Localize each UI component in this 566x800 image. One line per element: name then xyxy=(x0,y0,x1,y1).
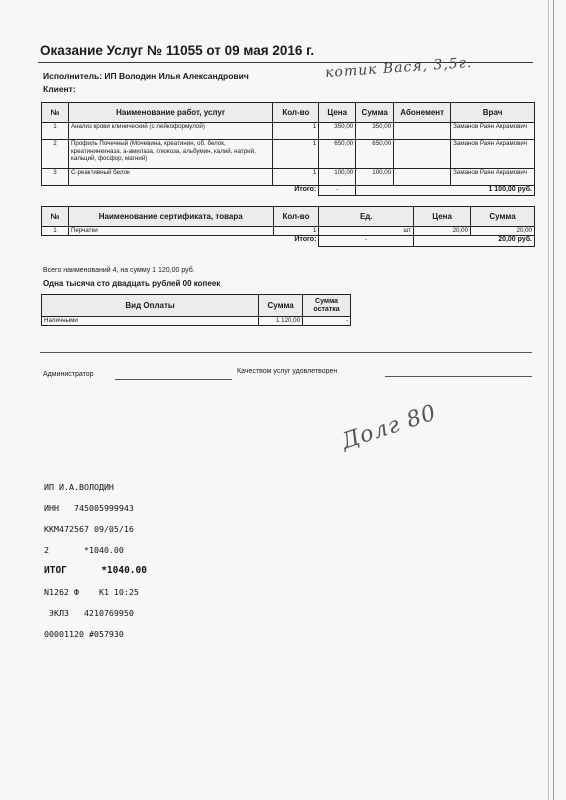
table-row xyxy=(42,317,351,326)
col-header-qty: Кол-во xyxy=(273,207,319,227)
receipt-line: ИНН 745005999943 xyxy=(44,502,134,513)
col-header-price: Цена xyxy=(319,103,356,123)
row-name: С-реактивный белок xyxy=(68,169,272,186)
executor-line: Исполнитель: ИП Володин Илья Александрович xyxy=(43,71,249,81)
receipt-line: 00001120 #057930 xyxy=(44,628,124,639)
col-header-payment-rest: Сумма остатка xyxy=(303,295,351,317)
section-divider xyxy=(40,352,532,353)
row-number: 1 xyxy=(42,123,69,140)
row-qty: 1 xyxy=(273,123,319,140)
goods-table xyxy=(41,206,535,247)
receipt-total-line: ИТОГ *1040.00 xyxy=(44,564,147,576)
table-row xyxy=(42,123,535,140)
receipt-line: ККМ472567 09/05/16 xyxy=(44,523,134,534)
document-title: Оказание Услуг № 11055 от 09 мая 2016 г. xyxy=(40,43,315,58)
col-header-qty: Кол-во xyxy=(273,103,319,123)
row-doctor: Заманов Раян Акрамович xyxy=(451,140,535,169)
total-dash: - xyxy=(319,186,356,196)
total-dash: - xyxy=(319,236,414,247)
row-unit: шт xyxy=(319,227,414,236)
table-row xyxy=(42,169,535,186)
goods-header-row xyxy=(42,207,535,227)
row-sum: 100,00 xyxy=(356,169,394,186)
row-subscription xyxy=(394,169,451,186)
col-header-payment-sum: Сумма xyxy=(259,295,303,317)
row-sum: 350,00 xyxy=(356,123,394,140)
col-header-payment-type: Вид Оплаты xyxy=(42,295,259,317)
row-number: 3 xyxy=(42,169,69,186)
summary-items-line: Всего наименований 4, на сумму 1 120,00 руб. xyxy=(43,267,195,274)
row-number: 2 xyxy=(42,140,69,169)
row-qty: 1 xyxy=(273,140,319,169)
quality-signature-line xyxy=(385,376,532,377)
receipt-line: ЭКЛЗ 4210769950 xyxy=(44,607,134,618)
row-doctor: Заманов Раян Акрамович xyxy=(451,169,535,186)
row-price: 20,00 xyxy=(414,227,471,236)
summary-words-line: Одна тысяча сто двадцать рублей 00 копеек xyxy=(43,279,221,288)
table-row xyxy=(42,140,535,169)
row-doctor: Заманов Раян Акрамович xyxy=(451,123,535,140)
quality-label: Качеством услуг удовлетворен xyxy=(237,368,338,375)
admin-label: Администратор xyxy=(43,371,94,378)
receipt-line: 2 *1040.00 xyxy=(44,544,124,555)
total-label: Итого: xyxy=(42,186,319,196)
handwritten-note: котик Вася, 3,5г. xyxy=(324,54,473,82)
receipt-line: ИП И.А.ВОЛОДИН xyxy=(44,481,114,492)
col-header-name: Наименование работ, услуг xyxy=(68,103,272,123)
total-value: 1 100,00 руб. xyxy=(356,186,535,196)
row-qty: 1 xyxy=(273,169,319,186)
col-header-subscription: Абонемент xyxy=(394,103,451,123)
row-name: Перчатки xyxy=(68,227,273,236)
row-price: 100,00 xyxy=(319,169,356,186)
total-label: Итого: xyxy=(42,236,319,247)
row-sum: 20,00 xyxy=(471,227,535,236)
row-name: Анализ крови клинический (с лейкоформулой) xyxy=(68,123,272,140)
row-subscription xyxy=(394,140,451,169)
col-header-number: № xyxy=(42,103,69,123)
cash-receipt xyxy=(44,471,147,650)
payment-header-row xyxy=(42,295,351,317)
services-header-row xyxy=(42,103,535,123)
row-number: 1 xyxy=(42,227,69,236)
handwritten-signature: Долг 80 xyxy=(338,400,440,455)
payment-table xyxy=(41,294,351,326)
row-price: 650,00 xyxy=(319,140,356,169)
col-header-unit: Ед. xyxy=(319,207,414,227)
payment-rest: - xyxy=(303,317,351,326)
col-header-name: Наименование сертификата, товара xyxy=(68,207,273,227)
services-total-row xyxy=(42,186,535,196)
payment-type: Наличными xyxy=(42,317,259,326)
col-header-sum: Сумма xyxy=(356,103,394,123)
col-header-sum: Сумма xyxy=(471,207,535,227)
table-row xyxy=(42,227,535,236)
services-table xyxy=(41,102,535,196)
admin-signature-line xyxy=(115,379,232,380)
row-subscription xyxy=(394,123,451,140)
payment-sum: 1 120,00 xyxy=(259,317,303,326)
col-header-price: Цена xyxy=(414,207,471,227)
total-value: 20,00 руб. xyxy=(414,236,535,247)
row-sum: 650,00 xyxy=(356,140,394,169)
row-price: 350,00 xyxy=(319,123,356,140)
scan-edge-line xyxy=(548,0,549,800)
col-header-doctor: Врач xyxy=(451,103,535,123)
col-header-number: № xyxy=(42,207,69,227)
scan-edge-line xyxy=(553,0,554,800)
row-name: Профиль Почечный (Мочевина, креатинин, об. белок, креатининкиназа, а-амилаза, глюкоза, альбумин, калий, натрий, кальций, фосфор, магний) xyxy=(68,140,272,169)
receipt-line: N1262 Ф К1 10:25 xyxy=(44,586,139,597)
goods-total-row xyxy=(42,236,535,247)
row-qty: 1 xyxy=(273,227,319,236)
client-label: Клиент: xyxy=(43,84,76,94)
